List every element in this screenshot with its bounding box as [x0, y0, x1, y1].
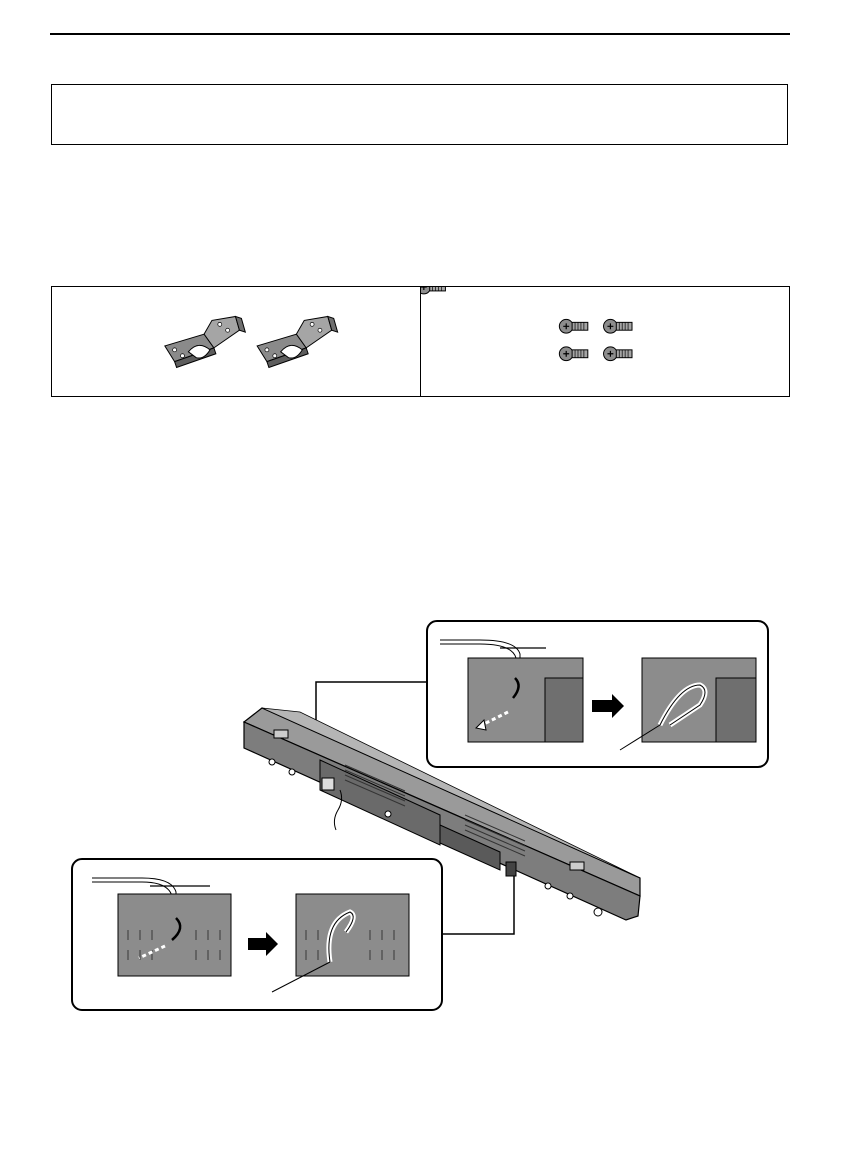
wall-bracket-icon	[52, 287, 420, 396]
notice-box	[51, 84, 788, 145]
accessory-brackets-cell	[52, 287, 420, 396]
header-rule	[50, 33, 790, 35]
soundbar-illustration	[0, 600, 850, 1030]
accessory-screws-cell	[420, 287, 789, 396]
accessories-table	[51, 286, 790, 397]
screw-icon	[421, 287, 789, 396]
soundbar-diagram	[0, 600, 850, 1030]
